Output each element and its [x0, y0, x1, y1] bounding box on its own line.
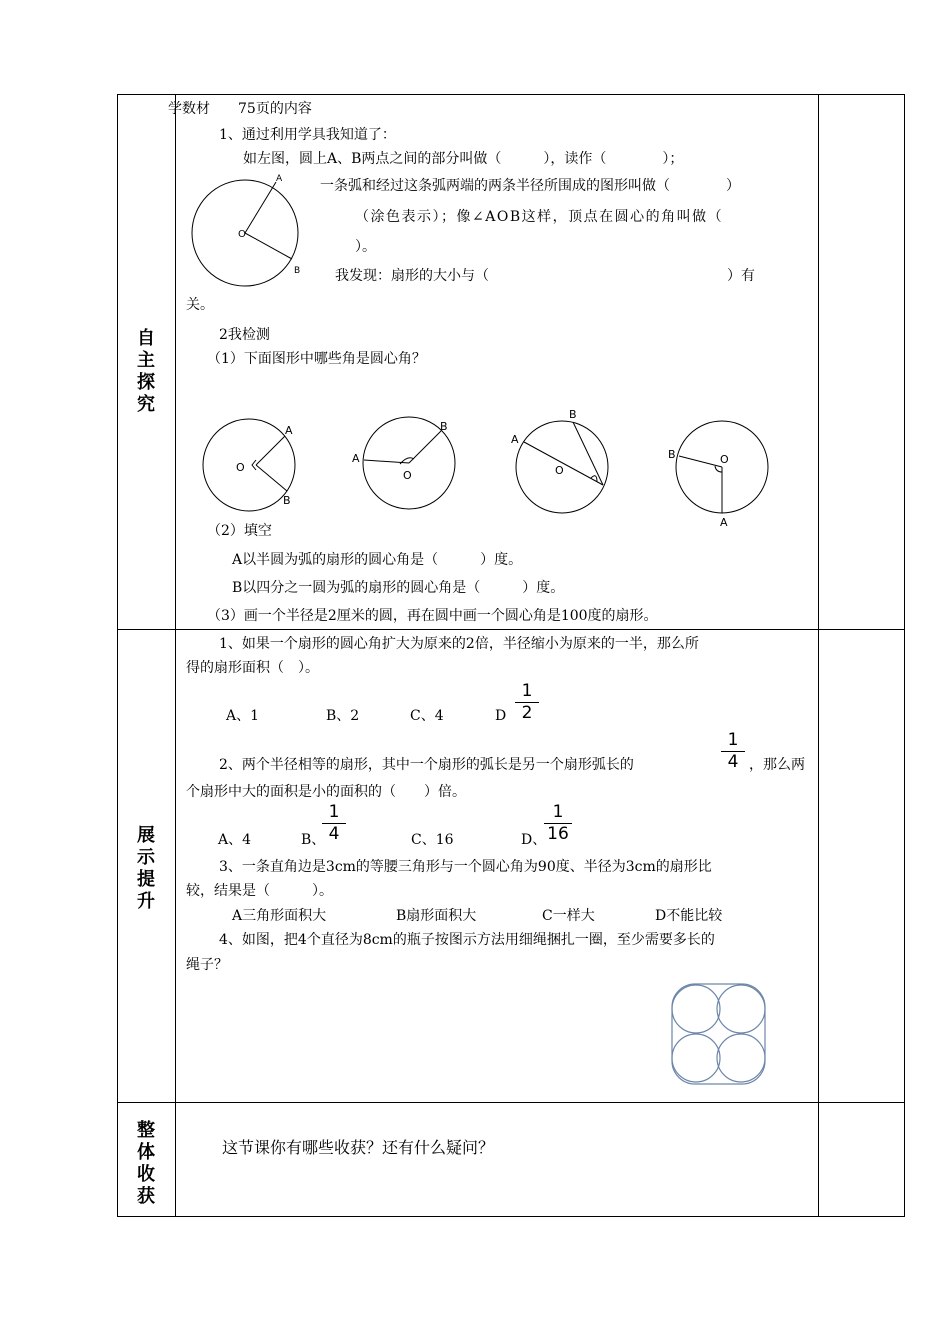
svg-text:O: O — [720, 453, 729, 466]
table-col-divider-right — [818, 94, 819, 1217]
improve-q2-option-d: D、 — [521, 832, 547, 848]
improve-q1-option-c: C、4 — [410, 708, 444, 724]
svg-text:B: B — [569, 408, 577, 421]
explore-q2-sub1: （1）下面图形中哪些角是圆心角？ — [207, 351, 426, 367]
improve-q1-option-d: D — [495, 708, 507, 724]
explore-q1-title: 1、通过利用学具我知道了： — [219, 127, 396, 143]
improve-q2-fraction: $\frac{1}{4}$ — [721, 732, 745, 771]
explore-q1-line3: （涂色表示）；像∠AOB这样，顶点在圆心的角叫做（ — [355, 209, 724, 225]
section-label-explore: 自 主 探 究 — [137, 328, 155, 415]
bottle-circle — [672, 985, 720, 1033]
improve-q3-option-b: B扇形面积大 — [396, 908, 477, 924]
explore-q2-sub3: （3）画一个半径是2厘米的圆，再在圆中画一个圆心角是100度的扇形。 — [207, 608, 658, 624]
explore-q1-line1: 如左图，圆上A、B两点之间的部分叫做（ ），读作（ ）； — [243, 151, 684, 167]
table-col-divider — [175, 94, 176, 1217]
svg-text:A: A — [285, 424, 293, 437]
improve-q1-line2: 得的扇形面积（ ）。 — [186, 660, 319, 676]
improve-q2-option-b-fraction: $\frac{1}{4}$ — [322, 804, 346, 843]
improve-q2-line1-end: ，那么两 — [749, 757, 805, 773]
improve-q2-option-d-fraction: $\frac{1}{16}$ — [544, 804, 572, 843]
bottle-circle — [717, 1034, 765, 1082]
section-label-improve: 展 示 提 升 — [137, 825, 155, 912]
bottles-diagram — [667, 980, 771, 1088]
angle-figure-2 — [345, 415, 460, 515]
radius-ob — [245, 233, 292, 259]
arc-diagram — [190, 170, 315, 290]
improve-q1-fraction: $\frac{1}{2}$ — [515, 683, 539, 722]
svg-text:B: B — [283, 494, 291, 507]
angle-figure-4 — [665, 415, 780, 533]
improve-q4-line1: 4、如图，把4个直径为8cm的瓶子按图示方法用细绳捆扎一圈，至少需要多长的 — [219, 932, 715, 948]
rope-outline — [672, 984, 765, 1084]
explore-q1-line6: 关。 — [186, 297, 214, 313]
bottle-circle — [717, 985, 765, 1033]
table-row-divider — [117, 1102, 905, 1103]
improve-q1-option-b: B、2 — [326, 708, 360, 724]
table-top-border — [117, 94, 905, 95]
label-o: O — [238, 229, 246, 240]
bottle-circle — [672, 1034, 720, 1082]
improve-q3-option-a: A三角形面积大 — [232, 908, 327, 924]
explore-q2-sub2: （2）填空 — [207, 523, 272, 539]
svg-text:A: A — [511, 433, 519, 446]
explore-q2-b: B以四分之一圆为弧的扇形的圆心角是（ ）度。 — [232, 580, 565, 596]
radius-oa — [245, 182, 276, 233]
label-b: B — [294, 266, 301, 276]
improve-q2-line2: 个扇形中大的面积是小的面积的（ ）倍。 — [186, 784, 466, 800]
improve-q3-option-c: C一样大 — [542, 908, 595, 924]
explore-q1-line5: 我发现：扇形的大小与（ ）有 — [335, 268, 755, 284]
table-left-border — [117, 94, 118, 1217]
table-right-border — [904, 94, 905, 1217]
improve-q1-option-a: A、1 — [226, 708, 260, 724]
improve-q1-line1: 1、如果一个扇形的圆心角扩大为原来的2倍，半径缩小为原来的一半，那么所 — [219, 636, 699, 652]
improve-q3-option-d: D不能比较 — [655, 908, 723, 924]
explore-q2-title: 2我检测 — [219, 327, 270, 343]
improve-q2-option-a: A、4 — [218, 832, 252, 848]
svg-text:O: O — [403, 469, 412, 482]
svg-text:O: O — [555, 464, 564, 477]
svg-text:O: O — [236, 461, 245, 474]
svg-text:A: A — [720, 516, 728, 529]
label-a: A — [276, 174, 283, 184]
angle-figure-3 — [505, 402, 625, 522]
improve-q2-option-b: B、 — [301, 832, 326, 848]
explore-q1-line4: ）。 — [355, 239, 376, 255]
improve-q2-line1: 2、两个半径相等的扇形，其中一个扇形的弧长是另一个扇形弧长的 — [219, 757, 634, 773]
table-bottom-border — [117, 1216, 905, 1217]
svg-text:A: A — [352, 452, 360, 465]
improve-q3-line2: 较，结果是（ ）。 — [186, 883, 333, 899]
section-label-summary: 整 体 收 获 — [137, 1120, 155, 1207]
explore-q2-a: A以半圆为弧的扇形的圆心角是（ ）度。 — [232, 552, 523, 568]
angle-figure-1 — [195, 415, 310, 515]
explore-header: 学数材 75页的内容 — [168, 101, 312, 117]
improve-q4-line2: 绳子？ — [186, 957, 228, 973]
table-row-divider — [117, 629, 905, 630]
explore-q1-line2: 一条弧和经过这条弧两端的两条半径所围成的图形叫做（ ） — [320, 178, 740, 194]
improve-q3-line1: 3、一条直角边是3cm的等腰三角形与一个圆心角为90度、半径为3cm的扇形比 — [219, 859, 712, 875]
svg-text:B: B — [668, 448, 676, 461]
summary-prompt: 这节课你有哪些收获？还有什么疑问？ — [222, 1138, 495, 1157]
improve-q2-option-c: C、16 — [411, 832, 454, 848]
svg-text:B: B — [440, 420, 448, 433]
